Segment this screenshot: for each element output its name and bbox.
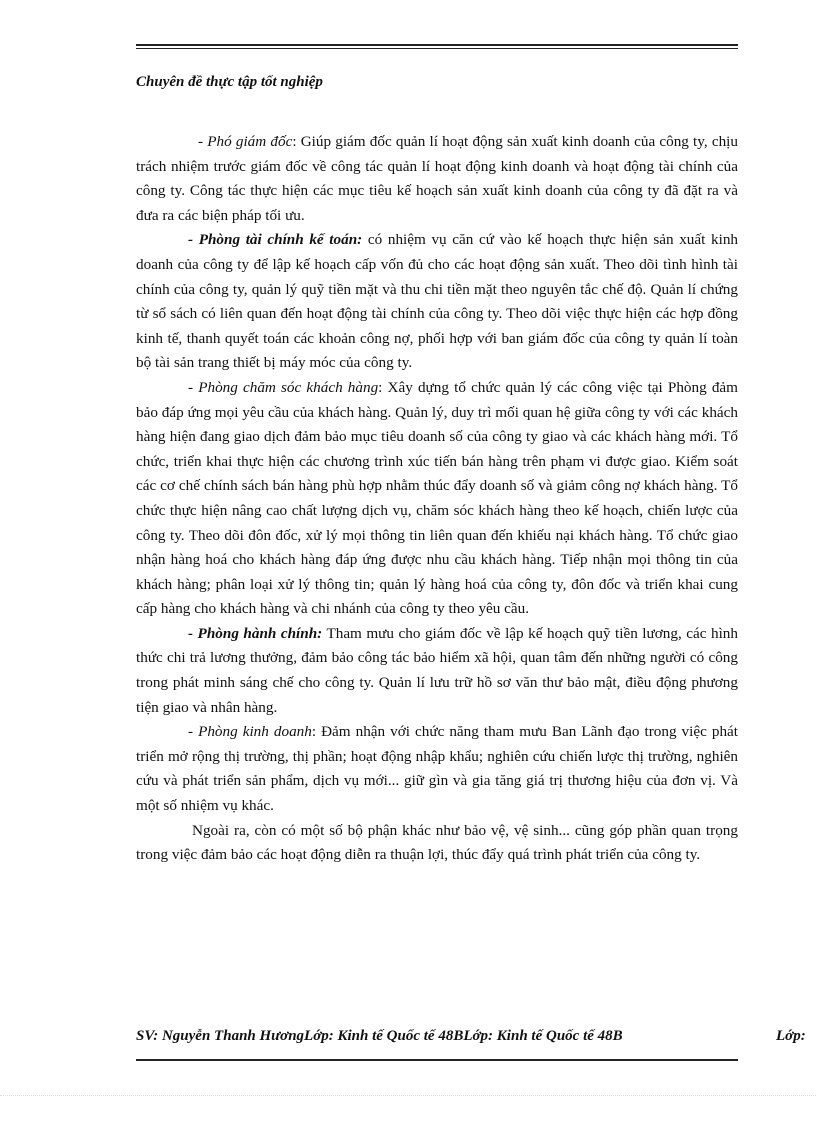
paragraph-text: Ngoài ra, còn có một số bộ phận khác như bảo vệ, vệ sinh... cũng góp phần quan trọng trong việc đảm bảo các hoạt động diễn ra thuận lợi, thúc đẩy quá trình phát triển của công ty. [136, 821, 738, 864]
paragraph-lead: - Phó giám đốc [198, 133, 293, 150]
paragraph-text: : Giúp giám đốc quản lí hoạt động sản xuất kinh doanh của công ty, chịu trách nhiệm trước giám đốc về công tác quản lí hoạt động kinh doanh và hoạt động tài chính của công ty. Công tác thực hiện các mục tiêu kế hoạch sản xuất kinh doanh của công ty đã đặt ra và đưa ra các biện pháp tối ưu. [136, 133, 738, 224]
header-title: Chuyên đề thực tập tốt nghiệp [136, 74, 323, 90]
paragraph-phong-cham-soc [136, 376, 738, 622]
document-body [136, 130, 738, 868]
footer-rule [136, 1059, 738, 1061]
paragraph-lead: - Phòng hành chính: [188, 624, 323, 642]
header-rule [136, 44, 738, 49]
footer-student-info: SV: Nguyễn Thanh HươngLớp: Kinh tế Quốc tế 48BLớp: Kinh tế Quốc tế 48B [136, 1028, 623, 1044]
paragraph-ngoai-ra [136, 819, 738, 868]
paragraph-pho-giam-doc [136, 130, 738, 228]
paragraph-lead: - Phòng tài chính kế toán: [188, 231, 363, 249]
paragraph-text: : Xây dựng tổ chức quản lý các công việc tại Phòng đảm bảo đáp ứng mọi yêu cầu của khách hàng. Quản lý, duy trì mối quan hệ giữa công ty với các khách hàng hiện đang giao dịch đảm bảo mục tiêu doanh số của công ty giao và các khách hàng mới. Tổ chức, triển khai thực hiện các chương trình xúc tiến bán hàng trên phạm vi được giao. Kiểm soát các cơ chế chính sách bán hàng phù hợp nhằm thúc đẩy doanh số và giảm công nợ khách hàng. Tổ chức thực hiện nâng cao chất lượng dịch vụ, chăm sóc khách hàng theo kế hoạch, chiến lược của công ty. Theo dõi đôn đốc, xử lý mọi thông tin liên quan đến khiếu nại khách hàng. Tổ chức giao nhận hàng hoá cho khách hàng đáp ứng được nhu cầu khách hàng. Tiếp nhận mọi thông tin của khách hàng; phân loại xử lý thông tin; quản lý hàng hoá của công ty, đôn đốc và triển khai cung cấp hàng cho khách hàng và chi nhánh của công ty theo yêu cầu. [136, 378, 738, 618]
paragraph-lead: - Phòng kinh doanh [188, 723, 312, 741]
paragraph-text: có nhiệm vụ căn cứ vào kế hoạch thực hiện sản xuất kinh doanh của công ty để lập kế hoạch cấp vốn đủ cho các hoạt động sản xuất. Theo dõi tình hình tài chính của công ty, quản lý quỹ tiền mặt và thu chi tiền mặt theo nguyên tắc chế độ. Quản lí chứng từ sổ sách có liên quan đến hoạt động tài chính của công ty. Theo dõi việc thực hiện các hợp đồng kinh tế, thanh quyết toán các khoản công nợ, phối hợp với ban giám đốc của công ty quản lí toàn bộ tài sản trang thiết bị máy móc của công ty. [136, 231, 739, 372]
paragraph-phong-kinh-doanh [136, 720, 738, 818]
paragraph-text: : Đảm nhận với chức năng tham mưu Ban Lãnh đạo trong việc phát triển mở rộng thị trường, thị phần; hoạt động nhập khẩu; nghiên cứu chiến lược thị trường, nghiên cứu và phát triển sản phẩm, dịch vụ mới... giữ gìn và gia tăng giá trị thương hiệu của đơn vị. Và một số nhiệm vụ khác. [136, 723, 739, 815]
paragraph-phong-hanh-chinh [136, 622, 738, 720]
paragraph-text: Tham mưu cho giám đốc về lập kế hoạch quỹ tiền lương, các hình thức chi trả lương thưởng, đảm bảo công tác bảo hiểm xã hội, quan tâm đến những người có công trong phát minh sáng chế cho công ty. Quản lí lưu trữ hồ sơ văn thư bảo mật, điều động phương tiện giao và nhân hàng. [136, 624, 738, 716]
paragraph-phong-tai-chinh [136, 228, 738, 376]
page-edge [0, 1095, 816, 1096]
footer-class-label: Lớp: [776, 1028, 806, 1044]
paragraph-lead: - Phòng chăm sóc khách hàng [188, 378, 379, 396]
